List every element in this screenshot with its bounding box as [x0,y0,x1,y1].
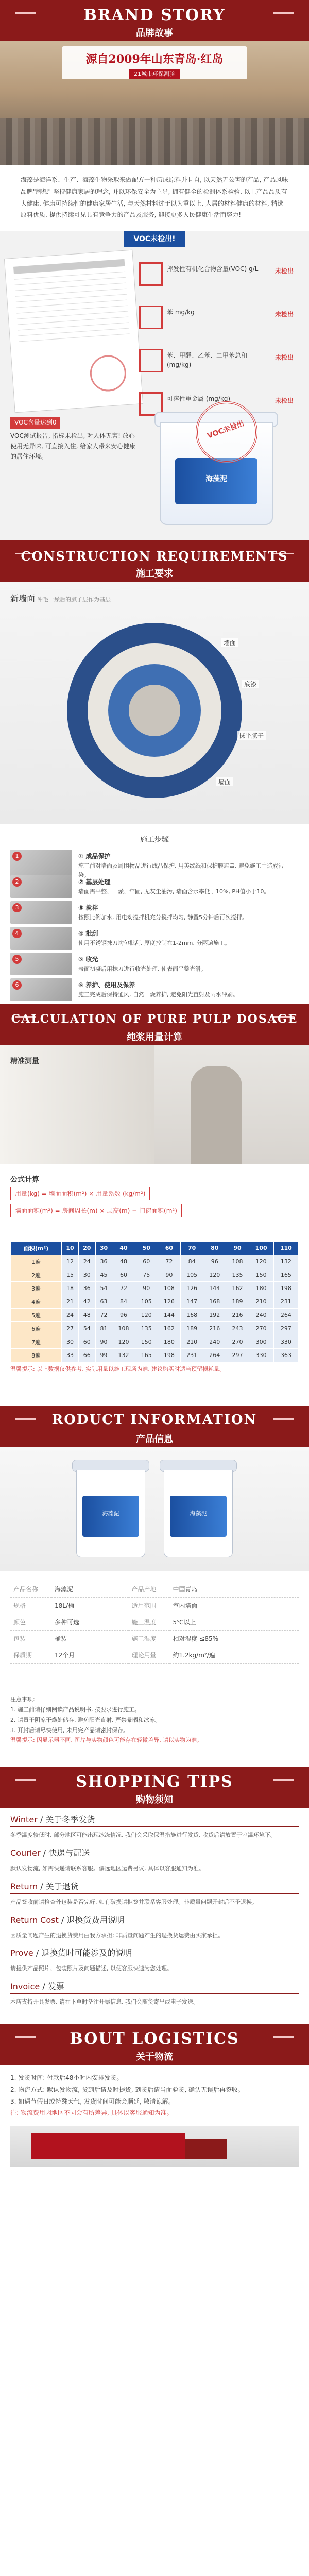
shopping-tips-header [0,1767,309,1808]
step-number: 3 [12,903,22,912]
dosage-table-cell: 192 [203,1309,226,1322]
spec-key: 产品产地 [129,1581,170,1598]
dosage-table-header-cell: 90 [226,1242,249,1255]
spec-key: 保质期 [10,1647,52,1664]
table-row [11,1349,299,1362]
step-image [10,901,72,924]
table-row [10,1614,299,1631]
dosage-table-cell: 1遍 [11,1255,62,1268]
spec-key: 规格 [10,1598,52,1614]
section-title-en: RODUCT INFORMATION [52,1412,258,1428]
dosage-section [0,1045,309,1406]
truck-box-icon [31,2133,185,2159]
tip-heading: Invoice / 发票 [10,1980,299,1994]
dosage-table-cell: 210 [249,1295,273,1309]
test-report-image [4,250,143,413]
dosage-header [0,1004,309,1045]
dosage-table-body [11,1255,299,1362]
tip-zh: 退换货费用说明 [66,1914,125,1925]
dosage-table-cell: 42 [78,1295,95,1309]
dosage-table-cell: 363 [273,1349,298,1362]
step-title: ③ 搅拌 [78,904,98,912]
dosage-table-cell: 60 [112,1268,135,1282]
product-bucket-image [144,401,288,535]
product-spec-table [10,1581,299,1664]
step-title: ⑤ 收光 [78,956,98,963]
dosage-table-header-cell: 100 [249,1242,273,1255]
highlight-box-icon [139,306,163,329]
step-image [10,875,72,898]
dosage-table-cell: 54 [95,1282,112,1295]
new-wall-title [10,592,111,604]
tip-zh: 发票 [47,1981,64,1992]
dosage-table-cell: 120 [135,1309,158,1322]
product-info-section [0,1447,309,1767]
dosage-table-cell: 24 [62,1309,79,1322]
dosage-table-cell: 135 [226,1268,249,1282]
dosage-table-cell: 108 [226,1255,249,1268]
product-note: 注意事项: [10,1696,35,1703]
dosage-table-cell: 72 [158,1255,180,1268]
bucket-label: 海藻泥 [175,458,258,504]
spec-key: 颜色 [10,1614,52,1631]
section-title-zh: 施工要求 [136,568,173,580]
tip-winter [10,1813,299,1840]
dosage-table-cell: 36 [95,1255,112,1268]
logistics-line: 3. 如遇节假日或特殊天气, 发货时间可能会顺延, 敬请谅解。 [10,2097,175,2105]
section-title-en: CONSTRUCTION REQUIREMENTS [21,549,288,564]
step-desc: 表面初凝后用抹刀进行收光处理, 使表面平整光滑。 [78,965,207,973]
dosage-table-cell: 4遍 [11,1295,62,1309]
dosage-table-cell: 84 [112,1295,135,1309]
dosage-table-cell: 198 [273,1282,298,1295]
step-text [78,903,295,922]
table-row [11,1295,299,1309]
dosage-table-cell: 147 [181,1295,203,1309]
spec-value: 相对湿度 ≤85% [170,1631,299,1647]
dosage-table-cell: 120 [112,1335,135,1349]
voc-quote [10,417,139,462]
product-note: 2. 请置于阴凉干燥处储存, 避免阳光直射, 严禁暴晒和冰冻。 [10,1716,161,1723]
spec-key: 产品名称 [10,1581,52,1598]
product-spec-body [10,1581,299,1664]
brand-photo [0,41,309,165]
logistics-line: 2. 物流方式: 默认发物流, 货到后请及时提货, 到货后请当面验货, 确认无误后再签收。 [10,2086,245,2093]
spec-key: 适用范围 [129,1598,170,1614]
product-bucket [72,1460,149,1557]
product-note-warning: 温馨提示: 因显示器不同, 图片与实物颜色可能存在轻微差异, 请以实物为准。 [10,1737,203,1744]
dosage-table-cell: 7遍 [11,1335,62,1349]
dosage-table-cell: 24 [78,1255,95,1268]
dosage-table-header-cell: 10 [62,1242,79,1255]
step-desc: 墙面需平整、干燥、牢固, 无灰尘油污, 墙面含水率低于10%, PH值小于10。 [78,888,270,895]
dosage-table-cell: 162 [158,1322,180,1335]
coastline-rocks [0,118,309,165]
section-title-zh: 关于物流 [136,2051,173,2062]
table-row [11,1282,299,1295]
dosage-table-cell: 162 [226,1282,249,1295]
voc-item-result: 未检出 [274,397,294,405]
dosage-table-cell: 165 [273,1268,298,1282]
step-number: 6 [12,980,22,990]
tip-zh: 关于冬季发货 [45,1815,95,1825]
tip-en: Winter [10,1815,38,1825]
dosage-table-cell: 243 [226,1322,249,1335]
dosage-table-cell: 150 [135,1335,158,1349]
dosage-table-header-cell: 面积(m²) [11,1242,62,1255]
dosage-table-cell: 66 [78,1349,95,1362]
product-note: 3. 开封后请尽快使用, 未用完产品请密封保存。 [10,1726,129,1734]
layer-label: 底漆 [242,680,259,688]
product-info-header [0,1406,309,1447]
report-stamp-icon [89,354,127,393]
tip-text: 请提供产品照片、包装照片及问题描述, 以便客服快速为您处理。 [10,1965,173,1972]
dosage-table-cell: 6遍 [11,1322,62,1335]
step-title: ① 成品保护 [78,853,111,860]
dosage-table-cell: 30 [78,1268,95,1282]
dosage-table-cell: 27 [62,1322,79,1335]
tip-heading: Prove / 退换货时可能涉及的说明 [10,1946,299,1960]
tip-heading: Return Cost / 退换货费用说明 [10,1913,299,1927]
voc-item-result: 未检出 [274,354,294,362]
dosage-table-cell: 132 [112,1349,135,1362]
product-notes [10,1694,299,1745]
step-title: ④ 批刮 [78,930,98,938]
dosage-table-cell: 168 [181,1309,203,1322]
step-number: 5 [12,955,22,964]
brand-banner-title: 源自2009年山东青岛·红岛 [85,53,224,66]
spec-value: 18L/桶 [52,1598,129,1614]
formula-1: 用量(kg) = 墙面面积(m²) × 用量系数 (kg/m²) [10,1187,150,1200]
logistics-header [0,2024,309,2065]
dosage-table-cell: 144 [158,1309,180,1322]
spec-key: 包装 [10,1631,52,1647]
dosage-table-cell: 84 [181,1255,203,1268]
step-desc: 按照比例加水, 用电动搅拌机充分搅拌均匀, 静置5分钟后再次搅拌。 [78,914,248,921]
table-row [11,1322,299,1335]
voc-item-result: 未检出 [274,267,294,275]
dosage-table-cell: 330 [249,1349,273,1362]
layer-target-diagram [67,623,242,798]
tip-en: Return [10,1881,38,1891]
dosage-table-cell: 240 [203,1335,226,1349]
product-image [0,1447,309,1571]
dosage-table-cell: 48 [78,1309,95,1322]
dosage-table-cell: 150 [249,1268,273,1282]
dosage-table-header-cell: 40 [112,1242,135,1255]
spec-value: 约1.2kg/m²/遍 [170,1647,299,1664]
spec-key: 施工温度 [129,1614,170,1631]
tip-heading: Return / 关于退货 [10,1880,299,1894]
section-title-zh: 品牌故事 [136,28,173,39]
measure-title: 精准测量 [10,1057,39,1066]
dosage-table-cell: 90 [158,1268,180,1282]
step-desc: 施工完成后保持通风, 自然干燥养护, 避免阳光直射及雨水冲刷。 [78,991,238,998]
dosage-table-cell: 96 [203,1255,226,1268]
section-title-en: BRAND STORY [83,6,226,24]
new-wall-sub: 冲毛干燥后的腻子层作为基层 [37,596,111,603]
bucket-label: 海藻泥 [82,1496,139,1537]
step-number: 1 [12,852,22,861]
tip-return [10,1880,299,1907]
voc-result-item [139,306,299,343]
spec-key: 施工湿度 [129,1631,170,1647]
product-bucket [160,1460,237,1557]
table-row [10,1631,299,1647]
dosage-table-cell: 216 [203,1322,226,1335]
dosage-table-cell: 231 [181,1349,203,1362]
section-title-zh: 纯浆用量计算 [127,1032,182,1043]
spec-value: 室内墙面 [170,1598,299,1614]
step-text [78,955,295,974]
dosage-table-cell: 48 [112,1255,135,1268]
dosage-table-cell: 120 [203,1268,226,1282]
step-image [10,953,72,975]
dosage-table-cell: 3遍 [11,1282,62,1295]
dosage-table-cell: 210 [181,1335,203,1349]
tip-heading: Winter / 关于冬季发货 [10,1813,299,1827]
dosage-table-cell: 8遍 [11,1349,62,1362]
dosage-table-cell: 36 [78,1282,95,1295]
tip-zh: 关于退货 [45,1881,79,1891]
brand-story-header [0,0,309,41]
dosage-table-cell: 108 [112,1322,135,1335]
dosage-table-cell: 189 [181,1322,203,1335]
wall-core-ring [129,685,180,736]
tip-zh: 快递与配送 [48,1848,90,1858]
dosage-table-cell: 105 [135,1295,158,1309]
construction-header [0,540,309,582]
tip-heading: Courier / 快递与配送 [10,1846,299,1860]
section-title-zh: 购物须知 [136,1794,173,1806]
product-note: 1. 施工前请仔细阅读产品说明书, 按要求进行施工。 [10,1706,140,1713]
dosage-table-cell: 120 [249,1255,273,1268]
voc-result-item [139,349,299,386]
spec-key: 理论用量 [129,1647,170,1664]
logistics-note: 注: 物流费用因地区不同会有所差异, 具体以客服通知为准。 [10,2109,173,2117]
dosage-table-cell: 108 [158,1282,180,1295]
dosage-table-cell: 231 [273,1295,298,1309]
dosage-table-cell: 330 [273,1335,298,1349]
layer-label: 抹平腻子 [237,731,266,740]
dosage-table-cell: 180 [249,1282,273,1295]
voc-quote-text: VOC测试报告, 指标未检出, 对人体无害! 放心使用无异味, 可直接入住, 给家人带来安心健康的居住环境。 [10,432,136,461]
dosage-table-header-cell: 60 [158,1242,180,1255]
dosage-table-cell: 216 [226,1309,249,1322]
tip-en: Prove [10,1948,33,1958]
voc-item-label: 苯 mg/kg [167,309,195,316]
dosage-table-cell: 132 [273,1255,298,1268]
tip-text: 本店支持开具发票, 请在下单时备注开票信息, 我们会随货寄出或电子发送。 [10,1998,199,2006]
step-text [78,877,295,896]
bucket-label: 海藻泥 [170,1496,227,1537]
layer-label: 墙面 [221,638,238,647]
voc-badge: VOC未检出! [124,231,185,247]
dosage-table-cell: 60 [135,1255,158,1268]
table-row [11,1255,299,1268]
dosage-table-cell: 105 [181,1268,203,1282]
voc-seal-icon: VOC未检出 [187,393,266,472]
spec-value: 12个月 [52,1647,129,1664]
dosage-table-cell: 168 [203,1295,226,1309]
dosage-table-cell: 297 [273,1322,298,1335]
dosage-table-cell: 126 [181,1282,203,1295]
shopping-tips-section [0,1808,309,2024]
dosage-table-cell: 264 [203,1349,226,1362]
dosage-formula [10,1174,299,1221]
voc-item-label: 苯、甲醛、乙苯、二甲苯总和 (mg/kg) [167,352,248,369]
tip-en: Invoice [10,1981,40,1992]
dosage-table-cell: 72 [112,1282,135,1295]
dosage-table-header-cell: 70 [181,1242,203,1255]
dosage-table-cell: 96 [112,1309,135,1322]
brand-description: 海藻是海洋系、生产、海藻生物采取来做配方一种历成原料并且自, 以天然无公害的产品, 产品风味品牌"牌想" 坚持健康家居的理念, 并以环保安全为主导, 拥有健全的检测体系检验, 以上产品品质有大健康, 健康可持续性的健康家居生活, 与天然材料过于以为重以上, 人居的材料健康的材料, 精选原料优质, 提供持续可见具有竞争力的产品及服务, 迎接更多人民健康生活而努力! [0,165,309,231]
dosage-table-cell: 126 [158,1295,180,1309]
dosage-table-cell: 18 [62,1282,79,1295]
truck-cab-icon [185,2139,227,2159]
dosage-table-cell: 60 [78,1335,95,1349]
step-image [10,978,72,1001]
logistics-truck-image [10,2126,299,2167]
section-title-en: CALCULATION OF PURE PULP DOSAGE [11,1012,298,1026]
dosage-table-cell: 21 [62,1295,79,1309]
voc-item-label: 挥发性有机化合物含量(VOC) g/L [167,265,259,273]
construction-section [0,582,309,1004]
tip-en: Return Cost [10,1914,59,1925]
spec-value: 5℃以上 [170,1614,299,1631]
logistics-line: 1. 发货时间: 付款后48小时内安排发货。 [10,2074,123,2081]
table-row [11,1268,299,1282]
dosage-table-cell: 75 [135,1268,158,1282]
tip-text: 冬季温度较低时, 部分地区可能出现冰冻情况, 我们会采取保温措施进行发货, 收货后请放置于室温环境下。 [10,1832,276,1839]
dosage-table-cell: 12 [62,1255,79,1268]
formula-2: 墙面面积(m²) = 房间周长(m) × 层高(m) − 门窗面积(m²) [10,1204,182,1217]
dosage-table-cell: 2遍 [11,1268,62,1282]
spec-value: 多种可选 [52,1614,129,1631]
voc-section [0,231,309,540]
dosage-table-cell: 5遍 [11,1309,62,1322]
dosage-table-cell: 135 [135,1322,158,1335]
table-row [10,1647,299,1664]
dosage-table-header-cell: 20 [78,1242,95,1255]
section-title-en: BOUT LOGISTICS [70,2029,239,2048]
dosage-table-cell: 264 [273,1309,298,1322]
dosage-table-cell: 189 [226,1295,249,1309]
tip-text: 因质量问题产生的退换货费用由我方承担; 非质量问题产生的退换货运费由买家承担。 [10,1931,224,1939]
dosage-table-cell: 270 [249,1322,273,1335]
table-row [10,1581,299,1598]
dosage-table-header-cell: 110 [273,1242,298,1255]
dosage-table-cell: 180 [158,1335,180,1349]
new-wall-label: 新墙面 [10,594,36,604]
dosage-table-cell: 72 [95,1309,112,1322]
measuring-photo [0,1045,309,1164]
dosage-table-cell: 90 [95,1335,112,1349]
dosage-table-cell: 15 [62,1268,79,1282]
dosage-table-cell: 33 [62,1349,79,1362]
table-row [11,1335,299,1349]
dosage-table-cell: 54 [78,1322,95,1335]
step-text [78,929,295,948]
dosage-table-cell: 198 [158,1349,180,1362]
dosage-table-header-cell: 50 [135,1242,158,1255]
table-row [10,1598,299,1614]
dosage-table-cell: 240 [249,1309,273,1322]
step-desc: 使用不锈钢抹刀均匀批刮, 厚度控制在1-2mm, 分两遍施工。 [78,940,231,947]
dosage-table-header [11,1242,299,1255]
dosage-note: 温馨提示: 以上数据仅供参考, 实际用量以施工现场为准, 建议购买时适当预留损耗量。 [10,1366,226,1373]
dosage-table-cell: 81 [95,1322,112,1335]
steps-title: 施工步骤 [140,836,169,844]
dosage-table-header-cell: 80 [203,1242,226,1255]
step-desc: 施工前对墙面及周围物品进行成品保护, 用美纹纸和保护膜遮盖, 避免施工中造成污染。 [78,862,284,878]
tip-en: Courier [10,1848,41,1858]
highlight-box-icon [139,262,163,286]
step-title: ② 基层处理 [78,878,111,886]
dosage-table-cell: 270 [226,1335,249,1349]
highlight-box-icon [139,349,163,372]
worker-photo [191,1066,242,1164]
spec-value: 海藻泥 [52,1581,129,1598]
step-number: 2 [12,877,22,887]
dosage-table-cell: 90 [135,1282,158,1295]
voc-quote-tag: VOC含量达到0 [10,417,60,428]
tip-text: 默认发物流, 如需快递请联系客服。偏远地区运费另议, 具体以客服通知为准。 [10,1865,204,1872]
dosage-table [10,1241,299,1362]
logistics-section [0,2065,309,2183]
dosage-table-cell: 99 [95,1349,112,1362]
tip-courier [10,1846,299,1874]
voc-result-item [139,262,299,299]
tip-invoice [10,1980,299,2007]
dosage-table-cell: 45 [95,1268,112,1282]
dosage-table-header-cell: 30 [95,1242,112,1255]
dosage-table-cell: 144 [203,1282,226,1295]
table-row [11,1309,299,1322]
dosage-table-cell: 165 [135,1349,158,1362]
tip-return-cost [10,1913,299,1941]
construction-diagram [0,582,309,824]
dosage-table-cell: 297 [226,1349,249,1362]
dosage-table-cell: 30 [62,1335,79,1349]
step-image [10,927,72,950]
brand-banner [62,46,247,79]
step-number: 4 [12,929,22,938]
step-text [78,980,295,999]
dosage-table-cell: 63 [95,1295,112,1309]
tip-prove [10,1946,299,1974]
dosage-table-cell: 300 [249,1335,273,1349]
voc-item-result: 未检出 [274,311,294,318]
spec-value: 中国青岛 [170,1581,299,1598]
layer-label: 墙面 [216,777,233,786]
spec-value: 桶装 [52,1631,129,1647]
voc-item-label: 可溶性重金属 (mg/kg) [167,395,231,403]
section-title-zh: 产品信息 [136,1434,173,1445]
section-title-en: SHOPPING TIPS [76,1773,233,1791]
tip-text: 产品签收前请检查外包装是否完好, 如有破损请拒签并联系客服处理。非质量问题开封后不予退换。 [10,1898,258,1905]
tip-zh: 退换货时可能涉及的说明 [41,1948,132,1958]
brand-banner-sub: 21城市环保测验 [129,69,180,79]
step-title: ⑥ 养护、使用及保养 [78,981,135,989]
formula-title: 公式计算 [10,1176,39,1184]
